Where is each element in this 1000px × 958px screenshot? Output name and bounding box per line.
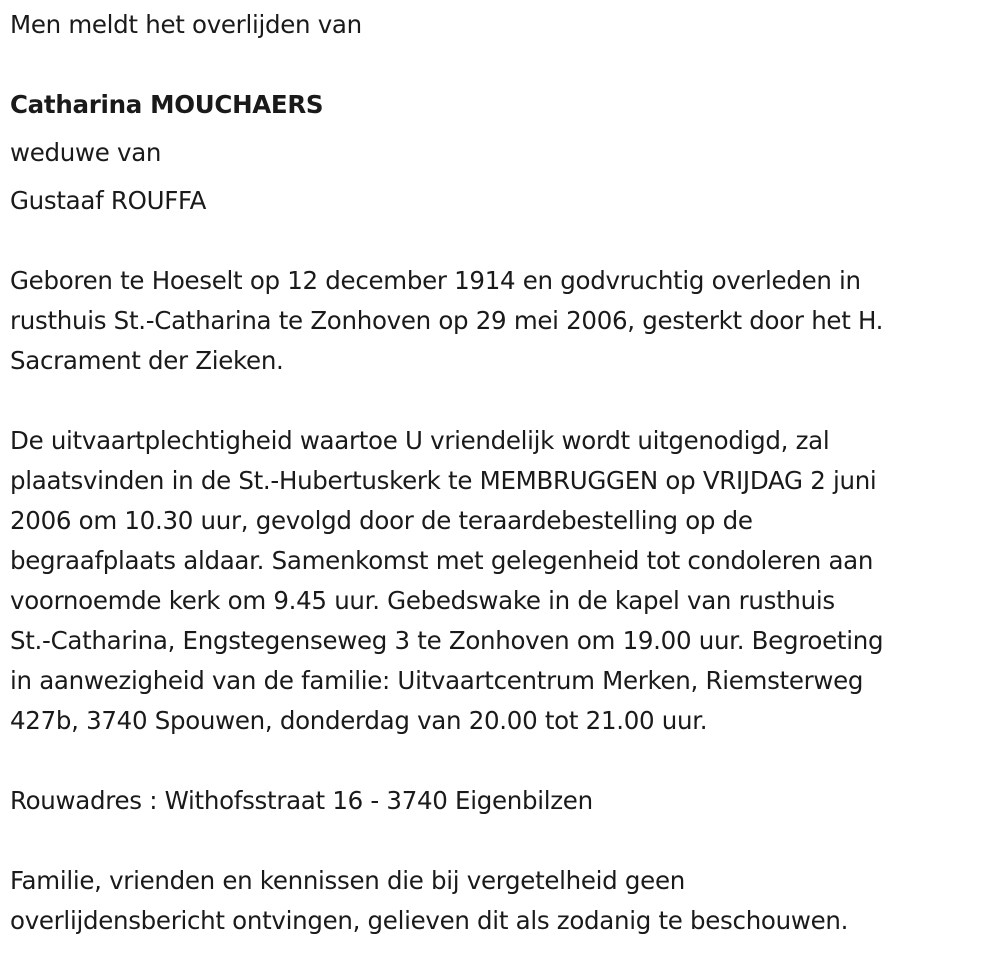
paragraph-line: voornoemde kerk om 9.45 uur. Gebedswake in de kapel van rusthuis: [10, 586, 835, 615]
paragraph-line: Sacrament der Zieken.: [10, 346, 284, 375]
closing-paragraph: [10, 861, 995, 941]
birth-death-paragraph: [10, 261, 995, 381]
funeral-paragraph: [10, 421, 995, 741]
paragraph-line: in aanwezigheid van de familie: Uitvaartcentrum Merken, Riemsterweg: [10, 666, 864, 695]
paragraph-line: plaatsvinden in de St.-Hubertuskerk te MEMBRUGGEN op VRIJDAG 2 juni: [10, 466, 877, 495]
paragraph-line: De uitvaartplechtigheid waartoe U vriendelijk wordt uitgenodigd, zal: [10, 426, 830, 455]
mourning-address: Rouwadres : Withofsstraat 16 - 3740 Eigenbilzen: [10, 786, 593, 815]
paragraph-line: begraafplaats aldaar. Samenkomst met gelegenheid tot condoleren aan: [10, 546, 874, 575]
paragraph-line: rusthuis St.-Catharina te Zonhoven op 29 mei 2006, gesterkt door het H.: [10, 306, 884, 335]
paragraph-line: 2006 om 10.30 uur, gevolgd door de teraardebestelling op de: [10, 506, 753, 535]
paragraph-line: St.-Catharina, Engstegenseweg 3 te Zonhoven om 19.00 uur. Begroeting: [10, 626, 884, 655]
paragraph-line: overlijdensbericht ontvingen, gelieven dit als zodanig te beschouwen.: [10, 906, 849, 935]
intro-text: Men meldt het overlijden van: [10, 10, 362, 39]
paragraph-line: Geboren te Hoeselt op 12 december 1914 en godvruchtig overleden in: [10, 266, 861, 295]
deceased-name: Catharina MOUCHAERS: [10, 90, 324, 119]
paragraph-line: 427b, 3740 Spouwen, donderdag van 20.00 tot 21.00 uur.: [10, 706, 708, 735]
relation-text: weduwe van: [10, 138, 162, 167]
spouse-name: Gustaaf ROUFFA: [10, 186, 207, 215]
paragraph-line: Familie, vrienden en kennissen die bij vergetelheid geen: [10, 866, 685, 895]
